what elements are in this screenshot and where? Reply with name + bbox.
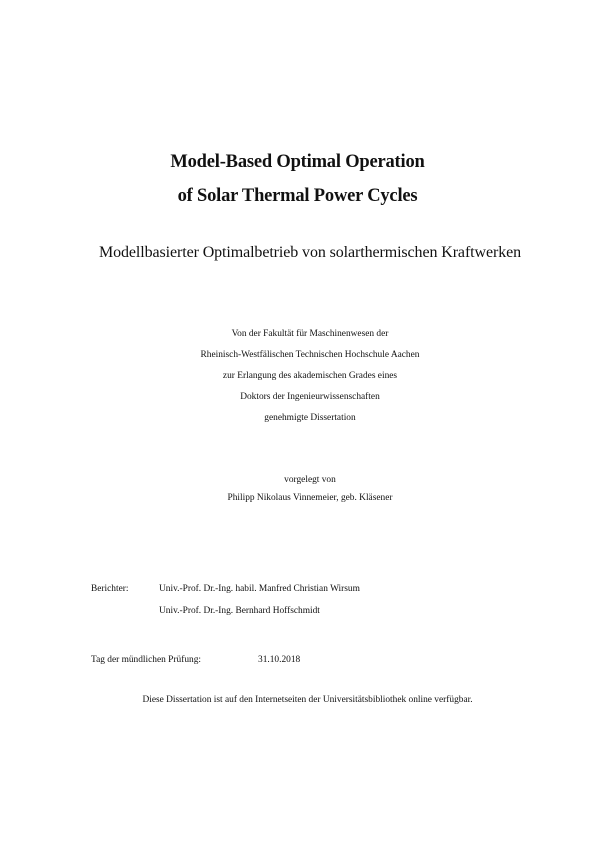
author-name: Philipp Nikolaus Vinnemeier, geb. Kläsener <box>227 493 393 503</box>
statement-line: zur Erlangung des akademischen Grades eines <box>222 371 398 381</box>
statement-line: Von der Fakultät für Maschinenwesen der <box>231 329 389 339</box>
online-availability-notice: Diese Dissertation ist auf den Internetseiten der Universitätsbibliothek online verfügbar. <box>142 695 473 705</box>
thesis-title-line-1: Model-Based Optimal Operation <box>170 152 425 172</box>
statement-line: Rheinisch-Westfälischen Technischen Hochschule Aachen <box>200 350 420 360</box>
exam-date: 31.10.2018 <box>258 655 301 665</box>
statement-line: Doktors der Ingenieurwissenschaften <box>240 392 380 402</box>
submitted-by-label: vorgelegt von <box>284 475 336 485</box>
thesis-title-line-2: of Solar Thermal Power Cycles <box>177 186 418 206</box>
referees-label: Berichter: <box>91 584 129 594</box>
referee-name: Univ.-Prof. Dr.-Ing. Bernhard Hoffschmidt <box>159 606 320 616</box>
thesis-subtitle-german: Modellbasierter Optimalbetrieb von solarthermischen Kraftwerken <box>99 244 521 261</box>
statement-line: genehmigte Dissertation <box>264 413 356 423</box>
dissertation-statement <box>0 324 595 429</box>
referee-name: Univ.-Prof. Dr.-Ing. habil. Manfred Christian Wirsum <box>159 584 360 594</box>
exam-date-label: Tag der mündlichen Prüfung: <box>91 655 201 665</box>
